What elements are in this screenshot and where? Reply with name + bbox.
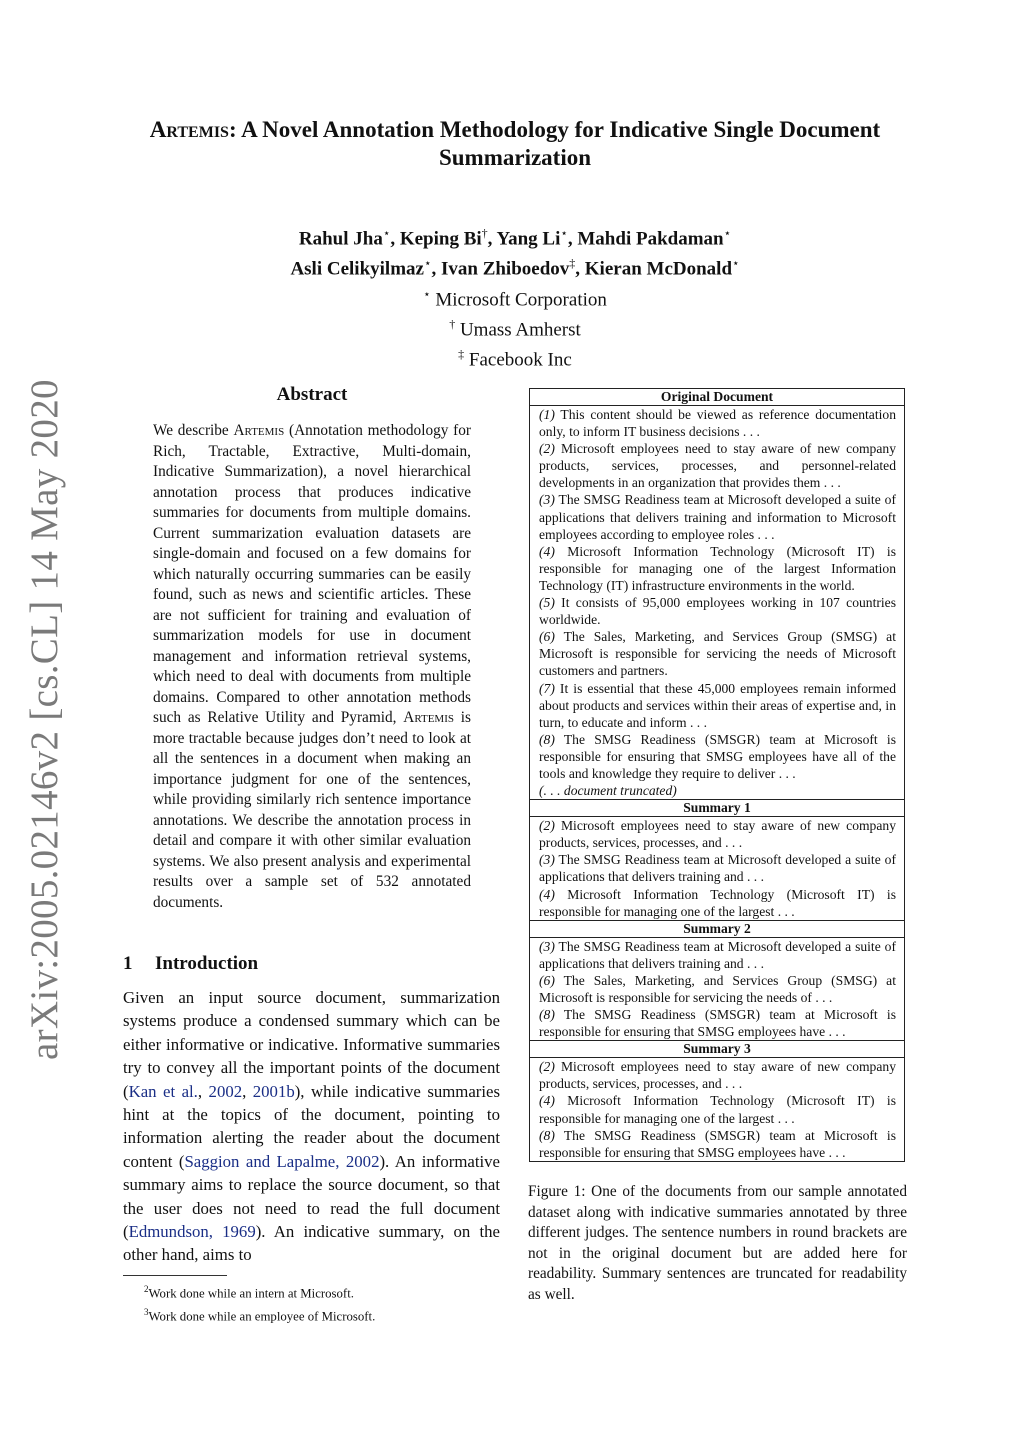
summary-header: Summary 3: [530, 1040, 904, 1058]
sentence-number: (2): [539, 441, 555, 457]
sentence-number: (8): [539, 731, 555, 747]
summary-header: Summary 1: [530, 799, 904, 817]
intro-text: Given an input source document, summarization systems produce a condensed summary which can be either informative or indicative. Informative summaries try to convey all the important points of the document (: [123, 988, 500, 1101]
summary-body: [530, 938, 904, 1041]
sentence-number: (2): [539, 1059, 555, 1075]
footnote-text: Work done while an intern at Microsoft.: [148, 1286, 354, 1301]
affiliation-name: Facebook Inc: [464, 349, 572, 371]
sentence-text: The SMSG Readiness team at Microsoft developed a suite of applications that delivers training and information to Microsoft employees according to employee roles . . .: [539, 492, 896, 542]
figure-sentence: [539, 594, 896, 628]
intro-text: ), while indicative summaries hint at the topics of the document, pointing to information alerting the reader about the document content (: [123, 1081, 501, 1171]
figure-sentence: [539, 886, 896, 920]
figure-sentence: [539, 1058, 896, 1092]
figure-sentence: [539, 1006, 896, 1040]
figure-sentence: [539, 543, 896, 594]
summary-header: Summary 2: [530, 920, 904, 938]
document-truncated-note: (. . . document truncated): [539, 783, 677, 799]
author-mark: ⋆: [560, 226, 568, 240]
affiliations: [170, 282, 860, 373]
arxiv-stamp: arXiv:2005.02146v2 [cs.CL] 14 May 2020: [23, 379, 66, 1060]
affiliation-name: Umass Amherst: [455, 319, 581, 341]
sentence-text: Microsoft employees need to stay aware of new company products, services, processes, and . . .: [539, 818, 896, 851]
title-system-name: Artemis: [149, 117, 229, 142]
figure-sentence: [539, 938, 896, 972]
affiliation-mark: ⋆: [423, 286, 431, 301]
figure-sentence: [539, 851, 896, 885]
section-heading: [123, 952, 503, 976]
author-name: Asli Celikyilmaz: [290, 258, 424, 280]
sentence-number: (4): [539, 1093, 555, 1109]
sentence-number: (3): [539, 852, 555, 868]
author-name: Yang Li: [496, 228, 561, 250]
citation-link[interactable]: Saggion and Lapalme, 2002: [184, 1151, 380, 1171]
sentence-number: (7): [539, 680, 555, 696]
sentence-text: Microsoft employees need to stay aware of new company products, services, processes, and . . .: [539, 1059, 896, 1092]
footnote: [144, 1303, 504, 1326]
abstract-term: Artemis: [233, 422, 285, 439]
abstract-part1: (Annotation methodology for Rich, Tractable, Extractive, Multi-domain, Indicative Summarization), a novel hierarchical annotation process that produces indicative summaries for documents from multiple domains. Current summarization evaluation datasets are single-domain and focused on a few domains for which naturally occurring summaries can be easily found, such as news and scientific articles. These are not sufficient for training and evaluation of summarization models for use in document management and information retrieval systems, which need to deal with documents from multiple domains. Compared to other annotation methods such as Relative Utility and Pyramid,: [153, 422, 471, 726]
author-mark: †: [481, 226, 488, 240]
original-document-body: [530, 406, 904, 799]
figure-sentence: [539, 972, 896, 1006]
abstract-part2: is more tractable because judges don’t need to look at all the sentences in a document when making an importance judgment for one of the sentences, while providing similarly rich sentence importance annotations. We describe the annotation process in detail and compare it with other similar evaluation systems. We also present analysis and experimental results over a sample set of 532 annotated documents.: [153, 709, 472, 911]
author-line-2: Asli Celikyilmaz⋆, Ivan Zhiboedov‡, Kieran McDonald⋆: [290, 256, 740, 280]
sentence-text: The SMSG Readiness (SMSGR) team at Microsoft is responsible for ensuring that SMSG employees have . . .: [539, 1007, 896, 1040]
section-title: Introduction: [155, 953, 259, 974]
author-name: Rahul Jha: [298, 228, 383, 250]
sentence-text: Microsoft Information Technology (Microsoft IT) is responsible for managing one of the largest . . .: [539, 886, 896, 919]
sentence-number: (8): [539, 1127, 555, 1143]
sentence-number: (3): [539, 938, 555, 954]
sentence-number: (2): [539, 818, 555, 834]
intro-text: ,: [197, 1081, 209, 1101]
sentence-text: This content should be viewed as reference documentation only, to inform IT business decisions . . .: [539, 407, 896, 440]
sentence-text: The Sales, Marketing, and Services Group (SMSG) at Microsoft is responsible for servicing the needs of . . .: [539, 972, 896, 1005]
footnote-number: 2: [144, 1284, 149, 1294]
figure-sentence: [539, 628, 896, 679]
figure-caption: Figure 1: One of the documents from our sample annotated dataset along with indicative summaries annotated by three different judges. The sentence numbers in round brackets are not in the original document but are added here for readability. Summary sentences are truncated for readability as well.: [528, 1183, 907, 1303]
sentence-text: The Sales, Marketing, and Services Group (SMSG) at Microsoft is responsible for servicing the needs of Microsoft customers and partners.: [539, 629, 896, 679]
citation-link[interactable]: Kan et al.: [128, 1081, 198, 1101]
footnote-text: Work done while an employee of Microsoft.: [148, 1309, 376, 1324]
footnote: [144, 1280, 504, 1303]
affiliation-mark: ‡: [458, 347, 465, 362]
sentence-number: (3): [539, 492, 555, 508]
summary-body: [530, 1058, 904, 1161]
sentence-text: Microsoft employees need to stay aware of new company products, services, processes, and personnel-related developments in an organization that provides them . . .: [539, 441, 896, 491]
citation-link[interactable]: 2002: [208, 1081, 243, 1101]
paper-title: [120, 116, 910, 172]
affiliation-mark: †: [449, 316, 456, 331]
author-mark: ⋆: [732, 256, 740, 271]
abstract-text: [153, 421, 471, 913]
abstract-lead: We describe: [153, 422, 234, 439]
figure-sentence: [539, 440, 896, 491]
sentence-text: Microsoft Information Technology (Microsoft IT) is responsible for managing one of the largest . . .: [539, 1093, 896, 1126]
author-mark: ⋆: [382, 226, 391, 240]
footnote-rule: [123, 1275, 227, 1276]
title-rest: : A Novel Annotation Methodology for Indicative Single Document Summarization: [228, 117, 881, 170]
figure-sentence: [539, 1092, 896, 1126]
figure-sentence: [539, 731, 896, 782]
author-mark: ⋆: [723, 226, 732, 240]
author-line-1: Rahul Jha⋆, Keping Bi†, Yang Li⋆, Mahdi Pakdaman⋆: [298, 226, 732, 250]
sentence-number: (6): [539, 629, 555, 645]
figure-sentence: [539, 491, 896, 542]
author-name: Ivan Zhiboedov: [440, 258, 570, 280]
author-mark: ‡: [569, 256, 576, 271]
affiliation-name: Microsoft Corporation: [430, 288, 607, 310]
intro-text: ). An informative summary aims to replace the source document, so that the user does not need to read the full document (: [123, 1151, 501, 1242]
sentence-text: The SMSG Readiness team at Microsoft developed a suite of applications that delivers training and . . .: [539, 852, 896, 885]
sentence-number: (8): [539, 1007, 555, 1023]
summary-body: [530, 817, 904, 920]
figure-sentence: [539, 817, 896, 851]
sentence-text: It consists of 95,000 employees working in 107 countries worldwide.: [539, 595, 896, 628]
footnote-number: 3: [144, 1306, 149, 1317]
author-mark: ⋆: [423, 256, 432, 271]
sentence-number: (5): [539, 595, 555, 611]
affiliation: [170, 342, 860, 372]
figure-sentence: [539, 680, 896, 731]
intro-text: ). An indicative summary, on the other hand, aims to: [123, 1222, 500, 1265]
sentence-text: It is essential that these 45,000 employees remain informed about products and services within their areas of expertise and, in turn, to educate and inform . . .: [539, 680, 896, 730]
abstract-term2: Artemis: [403, 709, 454, 726]
figure-sentence: [539, 406, 896, 440]
affiliation: [170, 312, 860, 342]
footnotes: [144, 1280, 504, 1326]
summaries: [530, 799, 904, 1161]
intro-paragraph: [123, 986, 500, 1267]
author-name: Mahdi Pakdaman: [577, 228, 724, 250]
citation-link[interactable]: 2001b: [252, 1081, 295, 1101]
figure-sentence: [539, 1127, 896, 1161]
abstract-heading: Abstract: [276, 384, 348, 405]
sentence-text: The SMSG Readiness team at Microsoft developed a suite of applications that delivers training and . . .: [539, 938, 896, 971]
author-name: Keping Bi: [399, 228, 482, 250]
sentence-number: (4): [539, 886, 555, 902]
author-block: [170, 221, 860, 373]
sentence-number: (6): [539, 972, 555, 988]
affiliation: [170, 282, 860, 312]
figure-table: [529, 388, 905, 1162]
sentence-number: (4): [539, 543, 555, 559]
citation-link[interactable]: Edmundson, 1969: [128, 1222, 256, 1242]
sentence-text: The SMSG Readiness (SMSGR) team at Microsoft is responsible for ensuring that SMSG employees have all of the tools and knowledge they require to deliver . . .: [539, 731, 896, 781]
author-name: Kieran McDonald: [584, 258, 733, 280]
sentence-text: The SMSG Readiness (SMSGR) team at Microsoft is responsible for ensuring that SMSG employees have . . .: [539, 1127, 896, 1160]
original-document-header: Original Document: [530, 389, 904, 406]
sentence-number: (1): [539, 407, 555, 422]
intro-text: ,: [242, 1081, 253, 1101]
sentence-text: Microsoft Information Technology (Microsoft IT) is responsible for managing one of the largest Information Technology (IT) infrastructure environments in the world.: [539, 543, 896, 593]
section-number: 1: [123, 953, 133, 974]
